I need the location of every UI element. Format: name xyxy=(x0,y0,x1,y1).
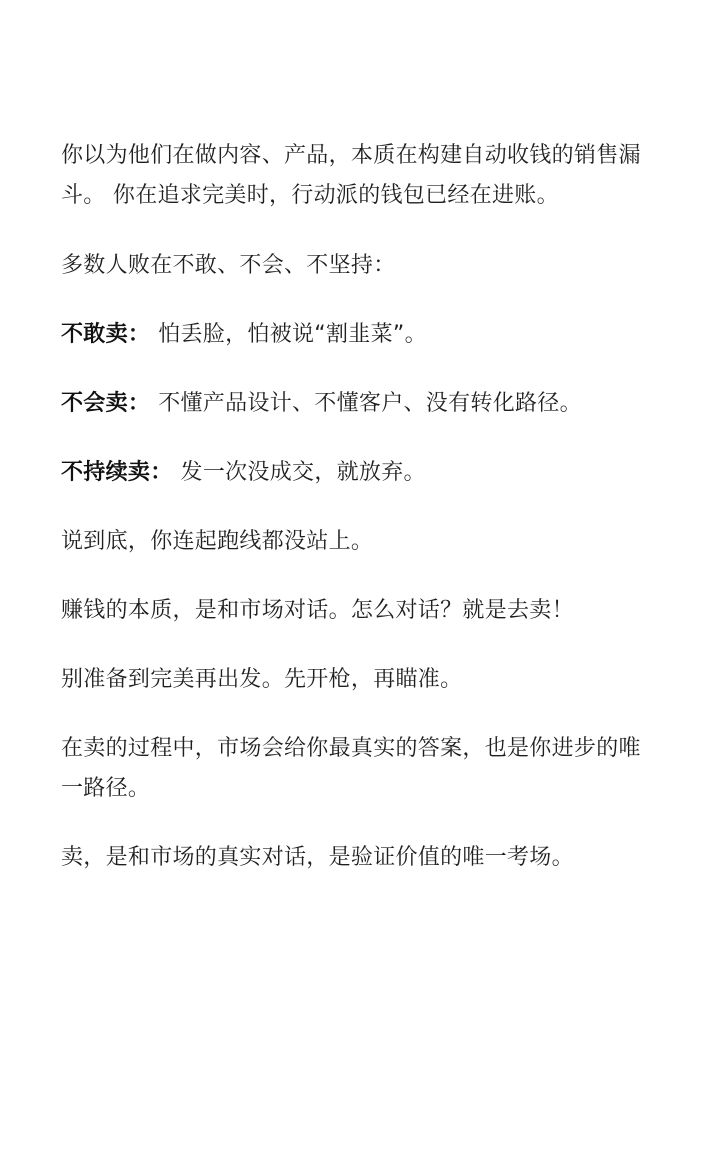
paragraph-fire-first: 别准备到完美再出发。先开枪，再瞄准。 xyxy=(61,667,463,692)
reason-lead-skill: 不会卖： xyxy=(61,391,151,416)
paragraph-starting-line: 说到底，你连起跑线都没站上。 xyxy=(61,529,374,554)
paragraph-market-answer: 在卖的过程中，市场会给你最真实的答案，也是你进步的唯一路径。 xyxy=(61,736,641,801)
reason-lead-dare: 不敢卖： xyxy=(61,322,151,347)
paragraph-conclusion: 卖，是和市场的真实对话，是验证价值的唯一考场。 xyxy=(61,845,574,870)
reason-text-persist: 发一次没成交，就放弃。 xyxy=(180,460,426,485)
reason-item-dare xyxy=(61,315,653,355)
reason-item-persist xyxy=(61,453,653,493)
paragraph-failure-reasons: 多数人败在不敢、不会、不坚持： xyxy=(61,253,396,278)
reason-item-skill xyxy=(61,384,653,424)
paragraph-intro: 你以为他们在做内容、产品，本质在构建自动收钱的销售漏斗。 你在追求完美时，行动派的钱包已经在进账。 xyxy=(61,143,641,208)
reason-text-skill: 不懂产品设计、不懂客户、没有转化路径。 xyxy=(158,391,582,416)
article-body xyxy=(61,136,653,907)
reason-text-dare: 怕丢脸，怕被说“割韭菜”。 xyxy=(158,322,427,347)
reason-lead-persist: 不持续卖： xyxy=(61,460,173,485)
paragraph-essence: 赚钱的本质，是和市场对话。怎么对话？就是去卖！ xyxy=(61,598,574,623)
